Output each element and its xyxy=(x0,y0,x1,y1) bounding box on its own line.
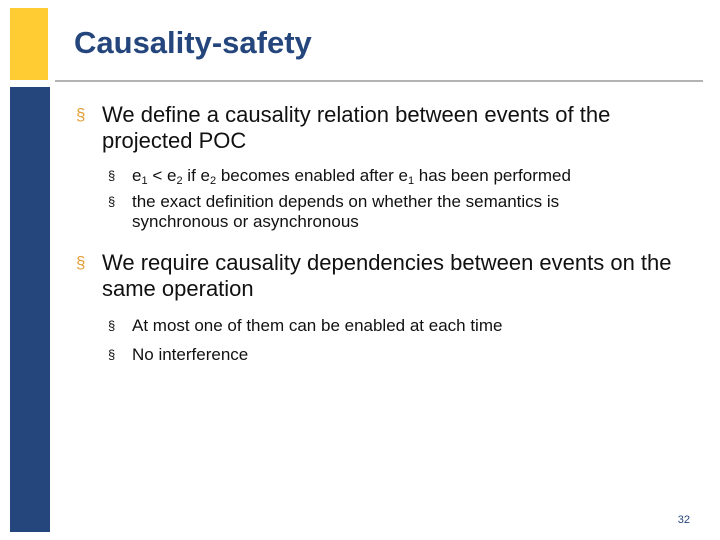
sub-bullet-marker-icon: § xyxy=(108,318,116,333)
slide-title: Causality-safety xyxy=(74,25,312,60)
bullet-list xyxy=(74,102,694,365)
sub-bullet-2-1-text: At most one of them can be enabled at each time xyxy=(132,316,503,335)
sub-bullet-1-1-text: $e_1 < e_2$ if $e_2$ becomes enabled after $e_1$ has been performed xyxy=(132,166,571,187)
sub-bullet-marker-icon: § xyxy=(108,194,116,209)
bullet-1-text: We define a causality relation between events of the projected POC xyxy=(102,102,611,153)
bullet-marker-icon: § xyxy=(76,253,86,272)
sub-bullet-1-1 xyxy=(74,166,694,186)
sub-bullet-marker-icon: § xyxy=(108,168,116,183)
sub-bullet-1-2-text: the exact definition depends on whether the semantics is synchronous or asynchronous xyxy=(132,192,560,231)
sub-bullet-2-2 xyxy=(74,345,694,365)
sub-bullet-marker-icon: § xyxy=(108,347,116,362)
accent-block xyxy=(10,8,48,80)
bullet-2 xyxy=(74,250,694,302)
page-number: 32 xyxy=(677,514,690,526)
sub-bullet-2-2-text: No interference xyxy=(132,345,249,364)
sub-bullet-2-1 xyxy=(74,316,694,336)
title-divider xyxy=(55,80,703,82)
side-bar xyxy=(10,87,50,532)
bullet-2-text: We require causality dependencies between events on the same operation xyxy=(102,250,672,301)
sub-bullet-1-2 xyxy=(74,192,694,232)
bullet-1 xyxy=(74,102,694,154)
bullet-marker-icon: § xyxy=(76,105,86,124)
